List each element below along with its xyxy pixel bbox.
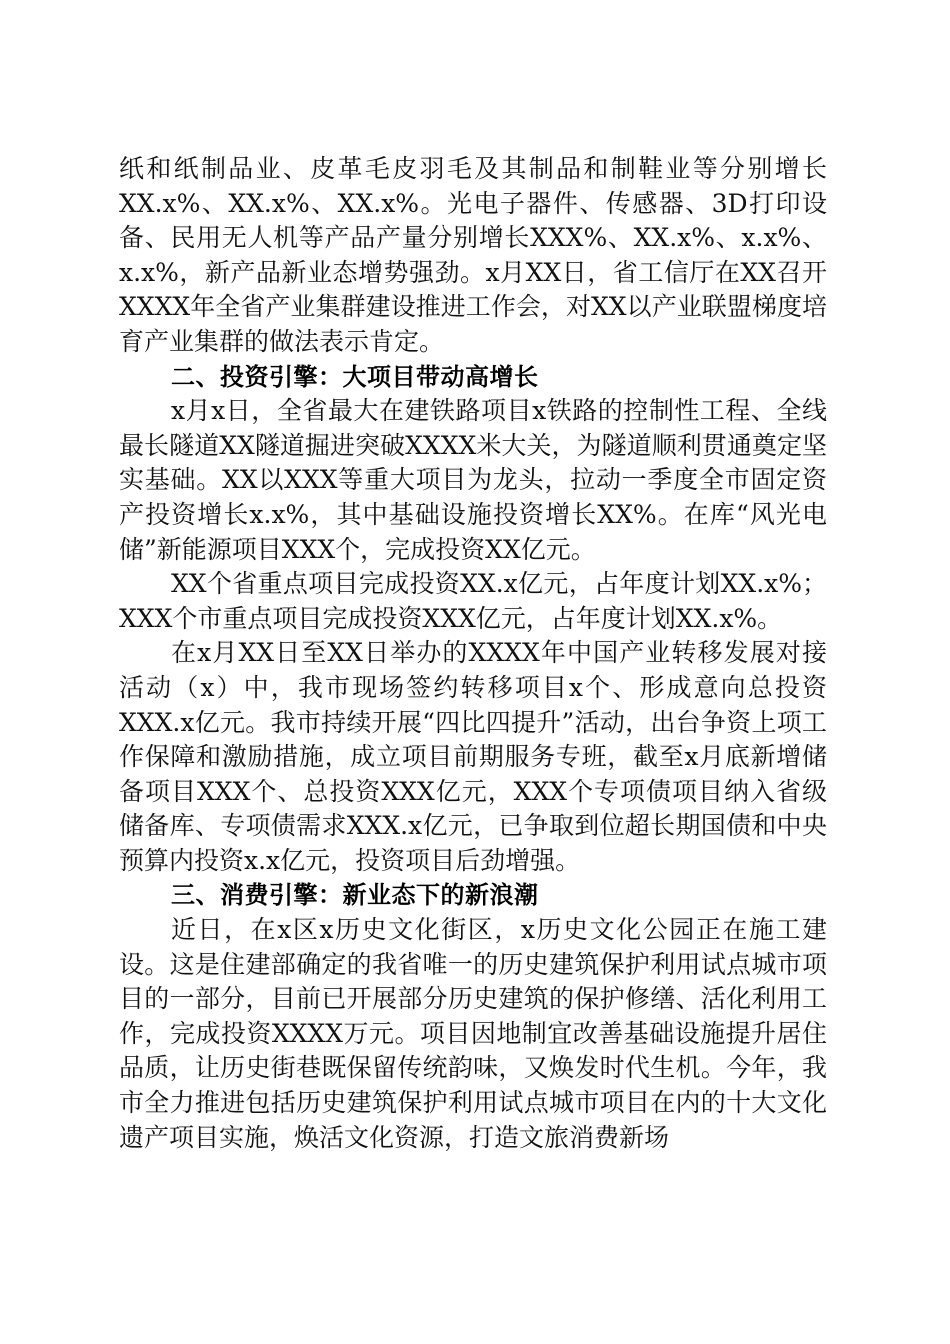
paragraph-historic-district: 近日，在x区x历史文化街区，x历史文化公园正在施工建设。这是住建部确定的我省唯一的历史建筑保护利用试点城市项目的一部分，目前已开展部分历史建筑的保护修缮、活化利用工作，完成投资XXXX万元。项目因地制宜改善基础设施提升居住品质，让历史街巷既保留传统韵味，又焕发时代生机。今年，我市全力推进包括历史建筑保护利用试点城市项目在内的十大文化遗产项目实施，焕活文化资源，打造文旅消费新场 <box>119 915 827 1152</box>
section-heading-consumption: 三、消费引擎：新业态下的新浪潮 <box>171 881 539 910</box>
paragraph-industry-transfer: 在x月XX日至XX日举办的XXXX年中国产业转移发展对接活动（x）中，我市现场签约转移项目x个、形成意向总投资XXX.x亿元。我市持续开展“四比四提升”活动，出台争资上项工作保障和激励措施，成立项目前期服务专班，截至x月底新增储备项目XXX个、总投资XXX亿元，XXX个专项债项目纳入省级储备库、专项债需求XXX.x亿元，已争取到位超长期国债和中央预算内投资x.x亿元，投资项目后劲增强。 <box>119 638 827 875</box>
section-heading-investment: 二、投资引擎：大项目带动高增长 <box>171 362 539 391</box>
paragraph-industry-growth: 纸和纸制品业、皮革毛皮羽毛及其制品和制鞋业等分别增长XX.x%、XX.x%、XX.x%。光电子器件、传感器、3D打印设备、民用无人机等产品产量分别增长XXX%、XX.x%、x.x%、x.x%，新产品新业态增势强劲。x月XX日，省工信厅在XX召开XXXX年全省产业集群建设推进工作会，对XX以产业联盟梯度培育产业集群的做法表示肯定。 <box>119 154 827 356</box>
paragraph-key-projects: XX个省重点项目完成投资XX.x亿元，占年度计划XX.x%；XXX个市重点项目完成投资XXX亿元，占年度计划XX.x%。 <box>119 569 827 633</box>
document-body <box>119 152 827 1155</box>
paragraph-railway-project: x月x日，全省最大在建铁路项目x铁路的控制性工程、全线最长隧道XX隧道掘进突破XXXX米大关，为隧道顺利贯通奠定坚实基础。XX以XXX等重大项目为龙头，拉动一季度全市固定资产投资增长x.x%，其中基础设施投资增长XX%。在库“风光电储”新能源项目XXX个，完成投资XX亿元。 <box>119 396 827 564</box>
